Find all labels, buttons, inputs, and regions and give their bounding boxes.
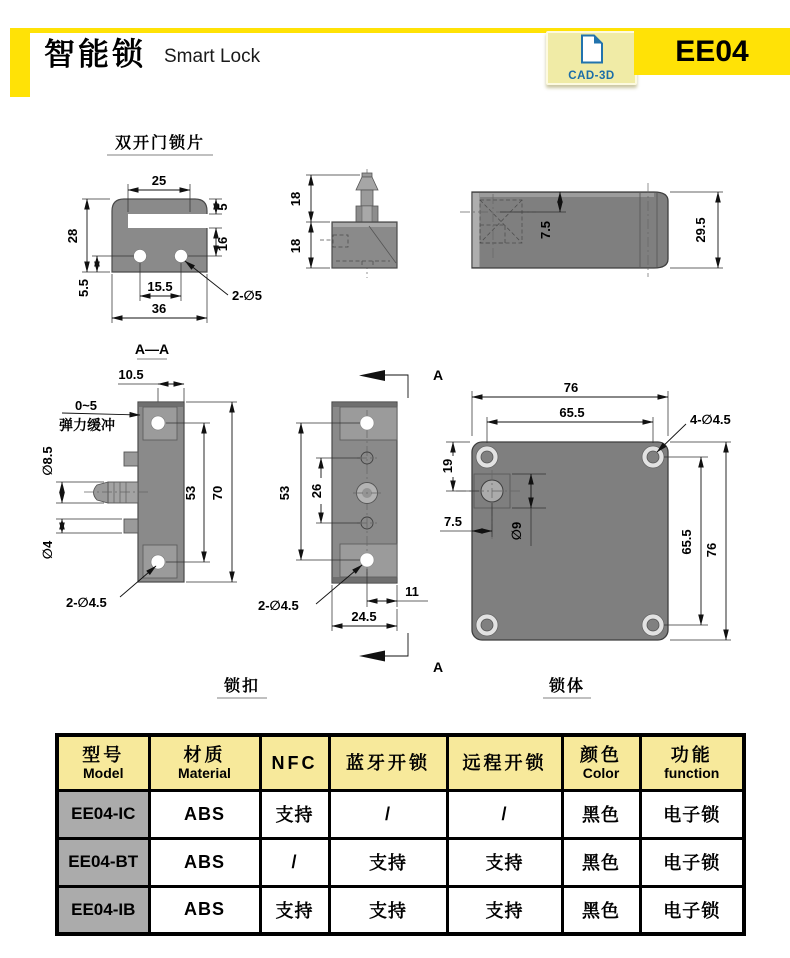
header-material: 材质 Material [149, 735, 260, 790]
plate-slot [128, 214, 208, 228]
svg-text:5.5: 5.5 [76, 278, 91, 298]
svg-text:76: 76 [704, 542, 719, 558]
svg-text:10.5: 10.5 [118, 367, 144, 382]
svg-text:7.5: 7.5 [443, 514, 463, 529]
cell-model: EE04-IB [57, 886, 149, 934]
svg-text:2-∅4.5: 2-∅4.5 [258, 598, 299, 613]
section-arrow-bottom [359, 651, 385, 662]
latch-pin-tip [94, 482, 109, 503]
accent-bar-left [10, 28, 30, 97]
cell-material: ABS [149, 886, 260, 934]
svg-text:2-∅5: 2-∅5 [232, 288, 262, 303]
svg-text:26: 26 [309, 483, 324, 499]
svg-text:7.5: 7.5 [538, 220, 553, 240]
svg-text:0~5: 0~5 [74, 398, 98, 413]
view-body-front [440, 380, 731, 640]
cell-remote: / [447, 790, 562, 838]
cell-bluetooth: / [329, 790, 447, 838]
cell-color: 黑色 [562, 790, 640, 838]
cell-color: 黑色 [562, 838, 640, 886]
caption-lock-body: 锁体 [548, 678, 586, 695]
header-remote-unlock: 远程开锁 [447, 735, 562, 790]
svg-text:25: 25 [151, 173, 167, 188]
svg-text:19: 19 [440, 458, 455, 474]
cell-material: ABS [149, 838, 260, 886]
svg-text:36: 36 [151, 301, 167, 316]
svg-text:4-∅4.5: 4-∅4.5 [690, 412, 731, 427]
cell-function: 电子锁 [640, 886, 744, 934]
cell-nfc: / [260, 838, 329, 886]
cell-bluetooth: 支持 [329, 886, 447, 934]
cell-nfc: 支持 [260, 886, 329, 934]
view-plate-front [65, 133, 262, 323]
header-color: 颜色 Color [562, 735, 640, 790]
cad-3d-badge[interactable] [546, 31, 637, 85]
cell-remote: 支持 [447, 886, 562, 934]
header-function: 功能 function [640, 735, 744, 790]
catch-front-hole-bottom [360, 553, 374, 567]
svg-text:76: 76 [563, 380, 579, 395]
pin-upper [124, 452, 138, 466]
svg-text:65.5: 65.5 [679, 529, 694, 555]
svg-text:53: 53 [277, 485, 292, 501]
svg-text:53: 53 [183, 485, 198, 501]
section-title: A—A [134, 341, 170, 357]
view-catch-front [258, 367, 443, 675]
header-bluetooth-unlock: 蓝牙开锁 [329, 735, 447, 790]
svg-text:∅9: ∅9 [509, 521, 524, 541]
plate-body [112, 199, 207, 272]
catch-hole-bottom [151, 555, 165, 569]
page-title [44, 38, 260, 72]
cell-material: ABS [149, 790, 260, 838]
body-front-plate [472, 442, 668, 640]
svg-text:15.5: 15.5 [147, 279, 173, 294]
cad-document-icon [579, 34, 605, 69]
stud-cap [362, 173, 372, 177]
spec-row-ee04-bt [57, 838, 744, 886]
svg-text:28: 28 [65, 228, 80, 244]
svg-text:70: 70 [210, 485, 225, 501]
catch-front-hole-top [360, 416, 374, 430]
cell-nfc: 支持 [260, 790, 329, 838]
body-side-shape [472, 192, 668, 268]
svg-text:65.5: 65.5 [559, 405, 585, 420]
svg-text:24.5: 24.5 [351, 609, 377, 624]
svg-text:16: 16 [215, 236, 230, 252]
header-model: 型号 Model [57, 735, 149, 790]
title-english: Smart Lock [164, 46, 261, 68]
cell-function: 电子锁 [640, 838, 744, 886]
caption-lock-catch: 锁扣 [223, 678, 261, 695]
header-nfc: NFC [260, 735, 329, 790]
svg-text:A: A [432, 367, 444, 383]
latch-pin-body [108, 482, 138, 503]
view-section-aa [40, 341, 237, 610]
plate-hole-right [175, 250, 188, 263]
view-stud-side [288, 169, 397, 278]
spec-row-ee04-ic [57, 790, 744, 838]
cell-model: EE04-BT [57, 838, 149, 886]
spec-row-ee04-ib [57, 886, 744, 934]
pin-lower [124, 519, 138, 533]
cell-color: 黑色 [562, 886, 640, 934]
svg-text:∅8.5: ∅8.5 [40, 446, 55, 476]
stud-cone [356, 177, 378, 190]
spec-header-row [57, 735, 744, 790]
svg-text:29.5: 29.5 [693, 217, 708, 243]
plate-hole-left [134, 250, 147, 263]
svg-text:11: 11 [405, 584, 419, 599]
svg-text:2-∅4.5: 2-∅4.5 [66, 595, 107, 610]
cell-bluetooth: 支持 [329, 838, 447, 886]
cell-function: 电子锁 [640, 790, 744, 838]
stud-neck [361, 190, 373, 206]
buffer-label: 弹力缓冲 [59, 417, 115, 433]
svg-text:A: A [432, 659, 444, 675]
svg-text:18: 18 [288, 191, 303, 207]
catch-hole-top [151, 416, 165, 430]
cad-badge-label: CAD-3D [568, 70, 615, 82]
svg-text:∅4: ∅4 [40, 540, 55, 560]
section-arrow-top [359, 370, 385, 381]
view-body-side [460, 183, 723, 277]
part-number-banner: EE04 [634, 28, 790, 75]
technical-drawing [0, 120, 790, 720]
cell-remote: 支持 [447, 838, 562, 886]
cell-model: EE04-IC [57, 790, 149, 838]
title-chinese: 智能锁 [44, 37, 146, 72]
svg-text:5: 5 [215, 203, 230, 211]
plate-label: 双开门锁片 [114, 135, 206, 152]
svg-text:18: 18 [288, 238, 303, 254]
spec-table [55, 733, 746, 936]
